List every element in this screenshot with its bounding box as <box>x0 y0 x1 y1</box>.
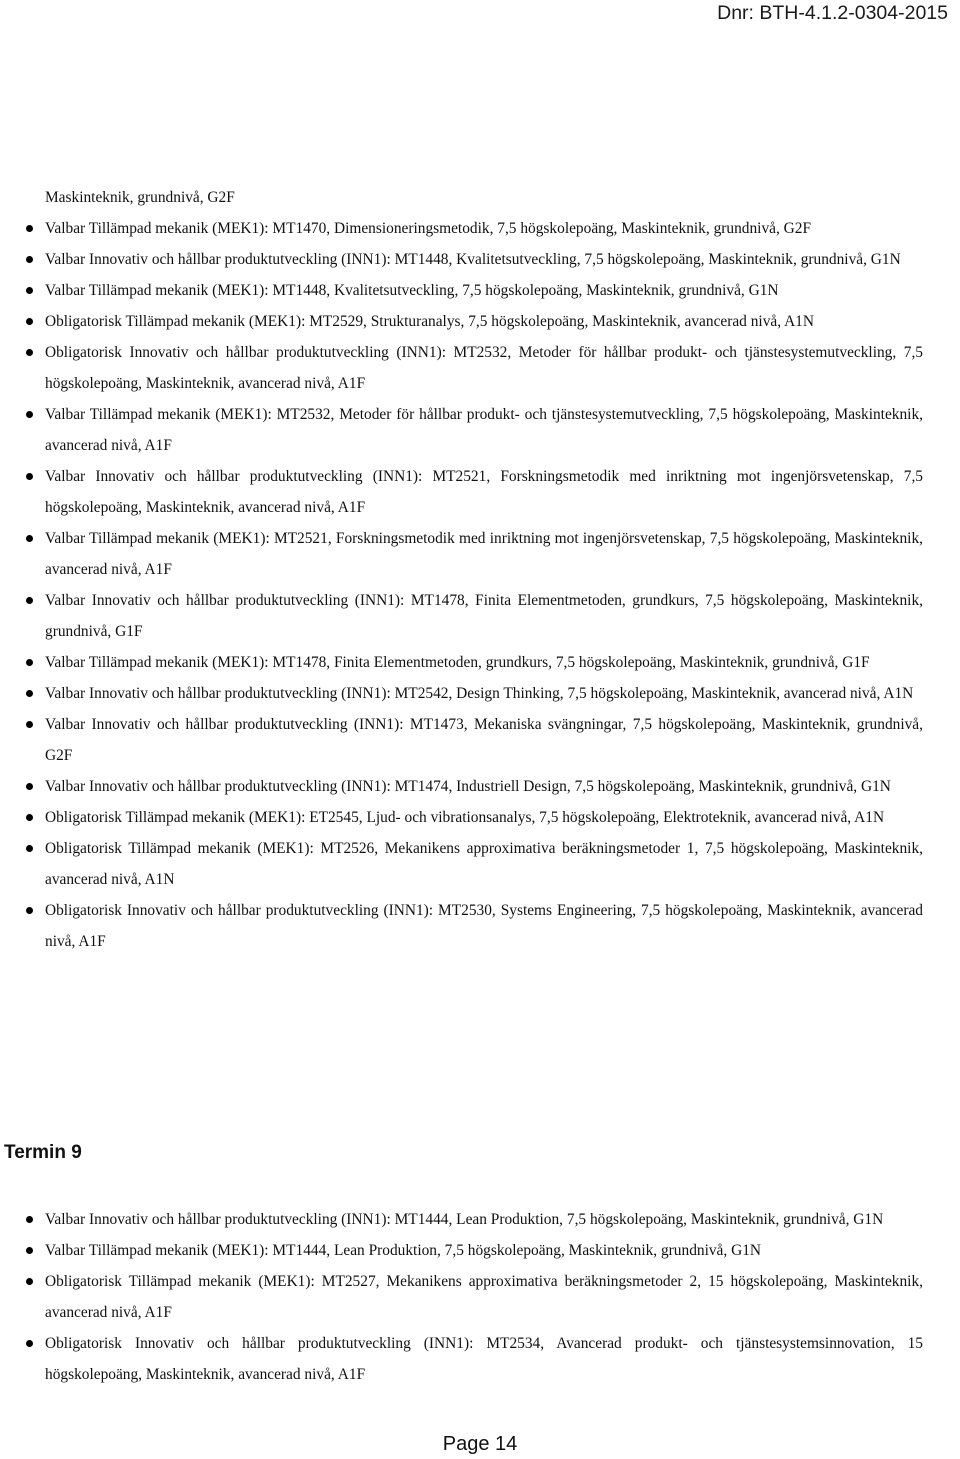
course-list-term-9 <box>0 1204 923 1390</box>
course-item: Valbar Innovativ och hållbar produktutveckling (INN1): MT1448, Kvalitetsutveckling, 7,5 högskolepoäng, Maskinteknik, grundnivå, G1N <box>0 244 923 275</box>
document-registration-number: Dnr: BTH-4.1.2-0304-2015 <box>717 2 948 24</box>
course-item: Valbar Tillämpad mekanik (MEK1): MT1478, Finita Elementmetoden, grundkurs, 7,5 högskolepoäng, Maskinteknik, grundnivå, G1F <box>0 647 923 678</box>
course-item: Valbar Tillämpad mekanik (MEK1): MT2521, Forskningsmetodik med inriktning mot ingenjörsvetenskap, 7,5 högskolepoäng, Maskinteknik, avancerad nivå, A1F <box>0 523 923 585</box>
term-heading: Termin 9 <box>4 1142 82 1163</box>
course-item: Valbar Innovativ och hållbar produktutveckling (INN1): MT1478, Finita Elementmetoden, grundkurs, 7,5 högskolepoäng, Maskinteknik, grundnivå, G1F <box>0 585 923 647</box>
course-item: Valbar Innovativ och hållbar produktutveckling (INN1): MT2542, Design Thinking, 7,5 högskolepoäng, Maskinteknik, avancerad nivå, A1N <box>0 678 923 709</box>
course-item: Obligatorisk Tillämpad mekanik (MEK1): MT2527, Mekanikens approximativa beräkningsmetoder 2, 15 högskolepoäng, Maskinteknik, avancerad nivå, A1F <box>0 1266 923 1328</box>
course-item: Valbar Innovativ och hållbar produktutveckling (INN1): MT2521, Forskningsmetodik med inriktning mot ingenjörsvetenskap, 7,5 högskolepoäng, Maskinteknik, avancerad nivå, A1F <box>0 461 923 523</box>
course-item: Obligatorisk Tillämpad mekanik (MEK1): ET2545, Ljud- och vibrationsanalys, 7,5 högskolepoäng, Elektroteknik, avancerad nivå, A1N <box>0 802 923 833</box>
course-item: Valbar Tillämpad mekanik (MEK1): MT1470, Dimensioneringsmetodik, 7,5 högskolepoäng, Maskinteknik, grundnivå, G2F <box>0 213 923 244</box>
course-list-term-8 <box>0 213 923 957</box>
course-item: Obligatorisk Innovativ och hållbar produktutveckling (INN1): MT2530, Systems Engineering, 7,5 högskolepoäng, Maskinteknik, avancerad nivå, A1F <box>0 895 923 957</box>
course-item: Obligatorisk Tillämpad mekanik (MEK1): MT2529, Strukturanalys, 7,5 högskolepoäng, Maskinteknik, avancerad nivå, A1N <box>0 306 923 337</box>
page-number: Page 14 <box>442 1433 518 1455</box>
course-item: Valbar Tillämpad mekanik (MEK1): MT1444, Lean Produktion, 7,5 högskolepoäng, Maskinteknik, grundnivå, G1N <box>0 1235 923 1266</box>
course-item: Obligatorisk Tillämpad mekanik (MEK1): MT2526, Mekanikens approximativa beräkningsmetoder 1, 7,5 högskolepoäng, Maskinteknik, avancerad nivå, A1N <box>0 833 923 895</box>
course-item: Valbar Innovativ och hållbar produktutveckling (INN1): MT1473, Mekaniska svängningar, 7,5 högskolepoäng, Maskinteknik, grundnivå, G2F <box>0 709 923 771</box>
course-item: Valbar Innovativ och hållbar produktutveckling (INN1): MT1444, Lean Produktion, 7,5 högskolepoäng, Maskinteknik, grundnivå, G1N <box>0 1204 923 1235</box>
course-item: Valbar Innovativ och hållbar produktutveckling (INN1): MT1474, Industriell Design, 7,5 högskolepoäng, Maskinteknik, grundnivå, G1N <box>0 771 923 802</box>
course-item: Valbar Tillämpad mekanik (MEK1): MT2532, Metoder för hållbar produkt- och tjänstesystemutveckling, 7,5 högskolepoäng, Maskinteknik, avancerad nivå, A1F <box>0 399 923 461</box>
continued-course-line: Maskinteknik, grundnivå, G2F <box>45 189 235 206</box>
course-item: Obligatorisk Innovativ och hållbar produktutveckling (INN1): MT2532, Metoder för hållbar produkt- och tjänstesystemutveckling, 7,5 högskolepoäng, Maskinteknik, avancerad nivå, A1F <box>0 337 923 399</box>
course-item: Valbar Tillämpad mekanik (MEK1): MT1448, Kvalitetsutveckling, 7,5 högskolepoäng, Maskinteknik, grundnivå, G1N <box>0 275 923 306</box>
course-item: Obligatorisk Innovativ och hållbar produktutveckling (INN1): MT2534, Avancerad produkt- och tjänstesystemsinnovation, 15 högskolepoäng, Maskinteknik, avancerad nivå, A1F <box>0 1328 923 1390</box>
